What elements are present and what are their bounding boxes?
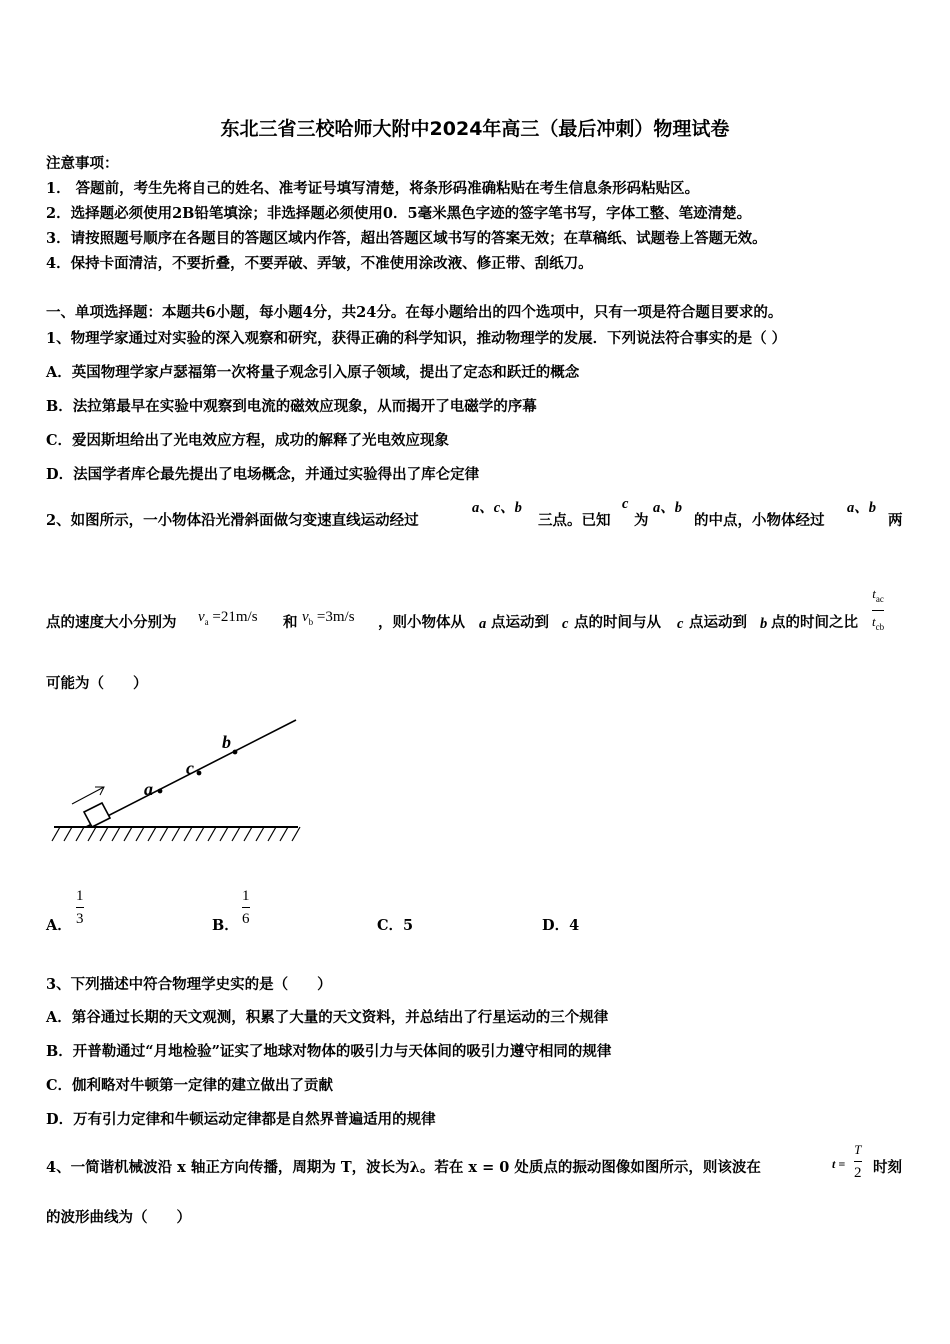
label-b: b [222,732,231,752]
q2-stem-part2: 三点。已知 [538,512,611,529]
q2-line2-part2: ，则小物体从 [378,614,465,631]
q2-points-ab: a、b [653,500,682,516]
q2-point-c-2: c [562,616,569,632]
q2-stem-part5: 两 [888,512,903,529]
point-a-dot [158,789,163,794]
notice-item-2: 2．选择题必须使用2B铅笔填涂；非选择题必须使用0．5毫米黑色字迹的签字笔书写，字体工整、笔迹清楚。 [46,205,752,222]
notice-heading: 注意事项： [46,155,119,172]
q2-line2-part3: 点运动到 [491,614,549,631]
q2-option-c: C．5 [377,917,414,934]
q3-option-c: C．伽利略对牛顿第一定律的建立做出了贡献 [46,1077,334,1094]
q1-stem: 1、物理学家通过对实验的深入观察和研究，获得正确的科学知识，推动物理学的发展．下列说法符合事实的是（ ） [46,330,787,347]
q2-point-c: c [622,496,629,512]
notice-item-3: 3．请按照题号顺序在各题目的答题区域内作答，超出答题区域书写的答案无效；在草稿纸、试题卷上答题无效。 [46,230,767,247]
notice-item-1: 1． 答题前，考生先将自己的姓名、准考证号填写清楚，将条形码准确粘贴在考生信息条形码粘贴区。 [46,180,700,197]
q3-stem: 3、下列描述中符合物理学史实的是（ ） [46,976,332,993]
q1-option-a: A．英国物理学家卢瑟福第一次将量子观念引入原子领域，提出了定态和跃迁的概念 [46,364,580,381]
va-expression: $v_a =21m/s$ [198,609,258,627]
q2-line3: 可能为（ ） [46,675,148,692]
time-ratio-fraction: $t_{ac}$ $t_{cb}$ [872,586,885,632]
q2-option-a-label: A． [46,917,72,934]
q2-point-b: b [760,616,768,632]
q2-stem-part3: 为 [634,512,649,529]
page-title: 东北三省三校哈师大附中2024年高三（最后冲刺）物理试卷 [220,118,730,140]
q4-line2: 的波形曲线为（ ） [46,1209,191,1226]
q1-option-d: D．法国学者库仑最先提出了电场概念，并通过实验得出了库仑定律 [46,466,480,483]
point-b-dot [233,750,238,755]
q2-option-a-fraction: 1 3 [76,888,84,927]
q2-stem-part4: 的中点，小物体经过 [694,512,825,529]
point-c-dot [197,771,202,776]
q2-option-b-label: B． [212,917,239,934]
q3-option-a: A．第谷通过长期的天文观测，积累了大量的天文资料，并总结出了行星运动的三个规律 [46,1009,609,1026]
incline-diagram [46,710,306,850]
q2-option-b-fraction: 1 6 [242,888,250,927]
q2-point-a: a [479,616,487,632]
q2-stem-part1: 2、如图所示，一小物体沿光滑斜面做匀变速直线运动经过 [46,512,419,529]
q2-line2-part1: 点的速度大小分别为 [46,614,177,631]
q2-points-acb: a、c、b [472,500,522,516]
q2-point-c-3: c [677,616,684,632]
q2-option-d: D．4 [542,917,580,934]
vb-expression: $v_b =3m/s$ [302,609,355,627]
q4-t-equals: t = [832,1157,846,1171]
q1-option-c: C．爱因斯坦给出了光电效应方程，成功的解释了光电效应现象 [46,432,450,449]
section-heading: 一、单项选择题：本题共6小题，每小题4分，共24分。在每小题给出的四个选项中，只有一项是符合题目要求的。 [46,304,783,321]
label-a: a [144,779,153,799]
q1-option-b: B．法拉第最早在实验中观察到电流的磁效应现象，从而揭开了电磁学的序幕 [46,398,537,415]
q2-line2-part6: 点的时间之比 [771,614,858,631]
q3-option-d: D．万有引力定律和牛顿运动定律都是自然界普遍适用的规律 [46,1111,436,1128]
q3-option-b: B．开普勒通过“月地检验”证实了地球对物体的吸引力与天体间的吸引力遵守相同的规律 [46,1043,612,1060]
q2-line2-and: 和 [283,614,298,631]
q4-t-fraction: T 2 [854,1142,862,1181]
q4-stem: 4、一简谐机械波沿 x 轴正方向传播，周期为 T，波长为λ。若在 x = 0 处质点的振动图像如图所示，则该波在 [46,1159,761,1176]
q2-points-ab-2: a、b [847,500,876,516]
q2-line2-part4: 点的时间与从 [574,614,661,631]
q2-line2-part5: 点运动到 [689,614,747,631]
q4-stem-end: 时刻 [873,1159,902,1176]
label-c: c [186,758,194,778]
notice-item-4: 4．保持卡面清洁，不要折叠，不要弄破、弄皱，不准使用涂改液、修正带、刮纸刀。 [46,255,593,272]
